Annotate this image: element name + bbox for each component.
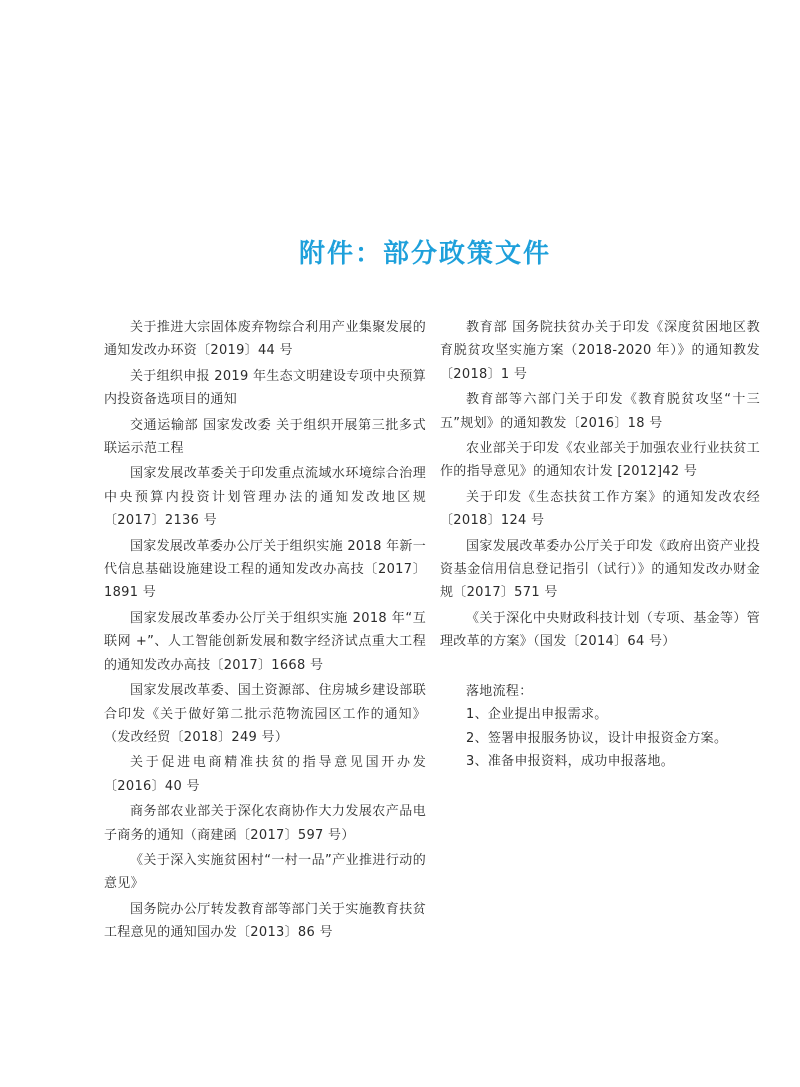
policy-list-right (440, 316, 760, 773)
policy-item: 国家发展改革委、国土资源部、住房城乡建设部联合印发《关于做好第二批示范物流园区工作的通知》（发改经贸〔2018〕249 号） (104, 683, 426, 745)
policy-item: 国家发展改革委关于印发重点流域水环境综合治理中央预算内投资计划管理办法的通知发改地区规〔2017〕2136 号 (104, 466, 426, 529)
landing-process (440, 680, 760, 774)
policy-item: 教育部等六部门关于印发《教育脱贫攻坚“十三五”规划》的通知教发〔2016〕18 号 (440, 392, 760, 431)
policy-item: 关于促进电商精准扶贫的指导意见国开办发〔2016〕40 号 (104, 755, 426, 794)
policy-item: 交通运输部 国家发改委 关于组织开展第三批多式联运示范工程 (104, 417, 426, 457)
policy-item: 《关于深化中央财政科技计划（专项、基金等）管理改革的方案》（国发〔2014〕64 号） (440, 610, 760, 650)
policy-item: 国家发展改革委办公厅关于组织实施 2018 年“互联网 +”、人工智能创新发展和数字经济试点重大工程的通知发改办高技〔2017〕1668 号 (104, 610, 426, 673)
policy-item: 关于推进大宗固体废弃物综合利用产业集聚发展的通知发改办环资〔2019〕44 号 (104, 320, 426, 359)
policy-item: 国家发展改革委办公厅关于组织实施 2018 年新一代信息基础设施建设工程的通知发改办高技〔2017〕1891 号 (104, 538, 426, 601)
policy-item: 教育部 国务院扶贫办关于印发《深度贫困地区教育脱贫攻坚实施方案（2018-2020 年）》的通知教发〔2018〕1 号 (440, 320, 760, 382)
policy-item: 国家发展改革委办公厅关于印发《政府出资产业投资基金信用信息登记指引（试行）》的通知发改办财金规〔2017〕571 号 (440, 538, 760, 601)
policy-item: 国务院办公厅转发教育部等部门关于实施教育扶贫工程意见的通知国办发〔2013〕86 号 (104, 901, 426, 941)
process-title: 落地流程： (466, 683, 533, 699)
policy-list-left (104, 316, 426, 947)
process-step: 3、准备申报资料，成功申报落地。 (466, 753, 675, 769)
policy-item: 农业部关于印发《农业部关于加强农业行业扶贫工作的指导意见》的通知农计发 [2012]42 号 (440, 441, 760, 480)
policy-item: 商务部农业部关于深化农商协作大力发展农产品电子商务的通知（商建函〔2017〕597 号） (104, 804, 426, 843)
process-step: 2、签署申报服务协议，设计申报资金方案。 (466, 730, 728, 746)
process-step: 1、企业提出申报需求。 (466, 707, 608, 723)
policy-item: 《关于深入实施贫困村“一村一品”产业推进行动的意见》 (104, 852, 426, 892)
policy-item: 关于组织申报 2019 年生态文明建设专项中央预算内投资备选项目的通知 (104, 368, 426, 408)
policy-item: 关于印发《生态扶贫工作方案》的通知发改农经〔2018〕124 号 (440, 489, 760, 529)
page-title: 附件：部分政策文件 (298, 239, 551, 269)
